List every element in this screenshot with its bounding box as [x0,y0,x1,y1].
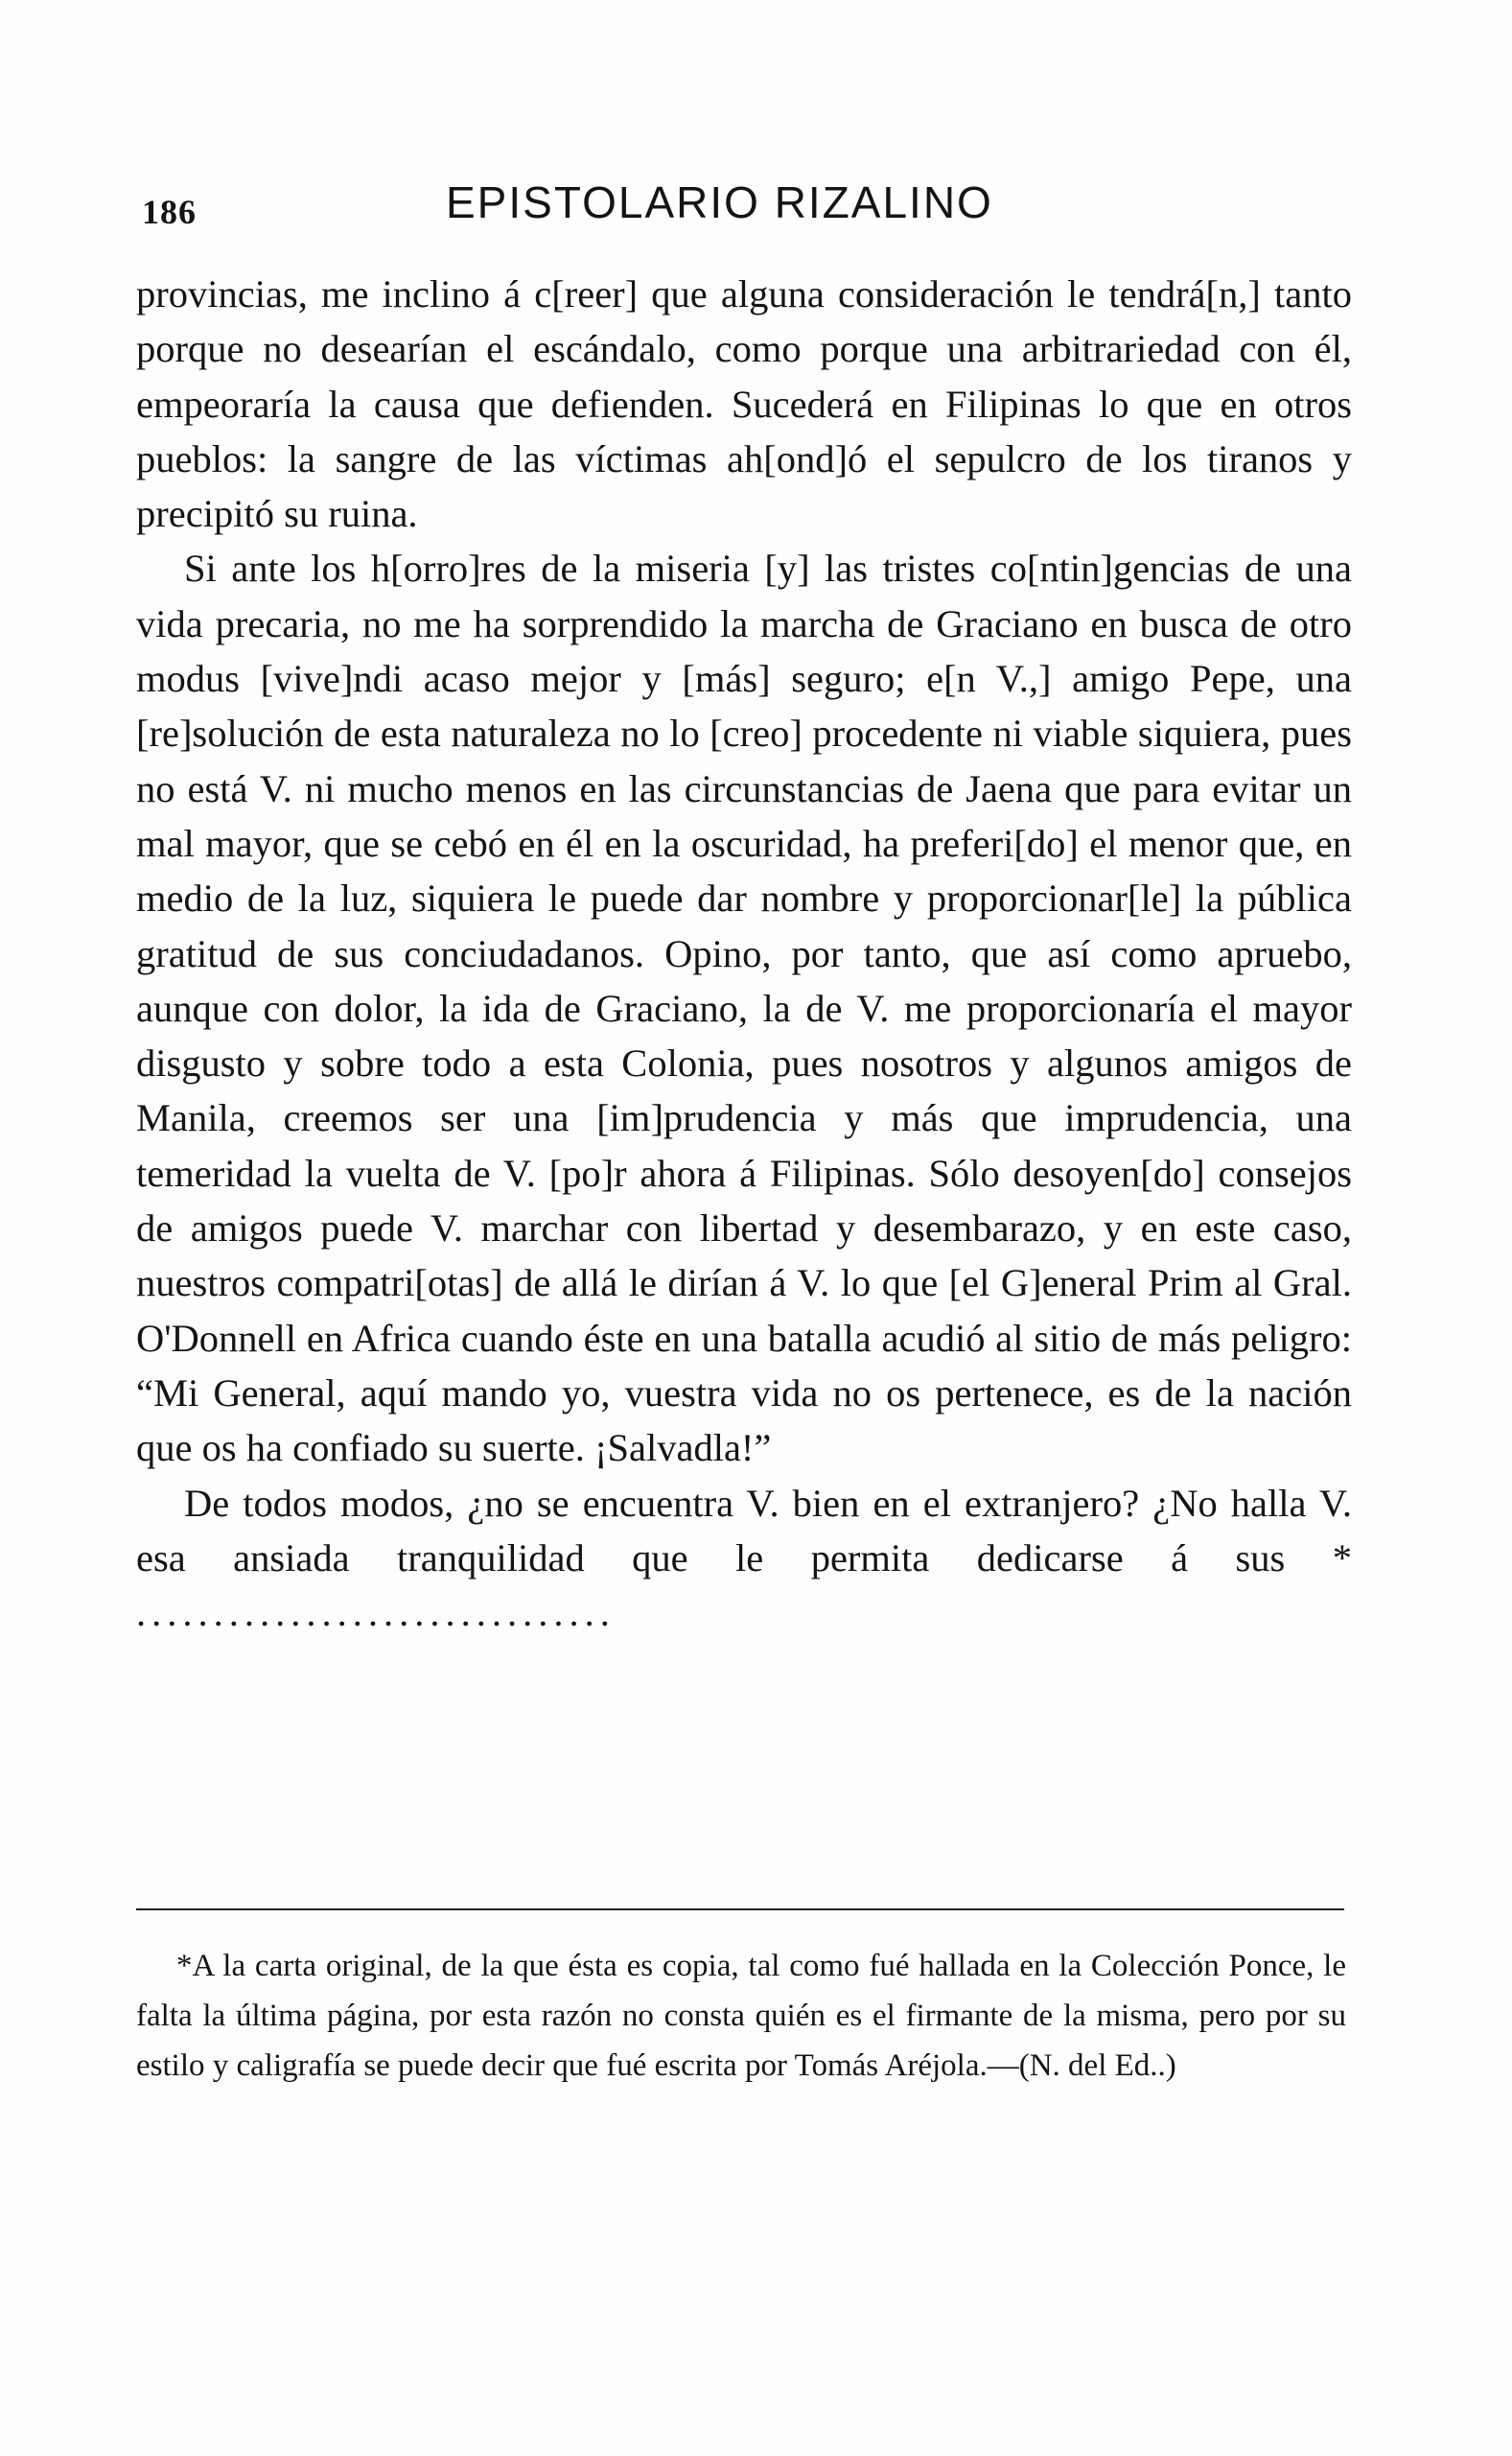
body-text [136,267,1352,1640]
running-title: EPISTOLARIO RIZALINO [446,177,993,227]
paragraph-3 [136,1476,1352,1641]
leader-dots: ............................... [136,1591,616,1635]
paragraph-2: Si ante los h[orro]res de la miseria [y] las tristes co[ntin]gencias de una vida precaria, no me ha sorprendido la marcha de Graciano en busca de otro modus [vive]ndi acaso mejor y [más] seguro; e[n V.,] amigo Pepe, una [re]solución de esta naturaleza no lo [creo] procedente ni viable siquiera, pues no está V. ni mucho menos en las circunstancias de Jaena que para evitar un mal mayor, que se cebó en él en la oscuridad, ha preferi[do] el menor que, en medio de la luz, siquiera le puede dar nombre y proporcionar[le] la pública gratitud de sus conciudadanos. Opino, por tanto, que así como apruebo, aunque con dolor, la ida de Graciano, la de V. me proporcionaría el mayor disgusto y sobre todo a esta Colonia, pues nosotros y algunos amigos de Manila, creemos ser una [im]prudencia y más que imprudencia, una temeridad la vuelta de V. [po]r ahora á Filipinas. Sólo desoyen[do] consejos de amigos puede V. marchar con libertad y desembarazo, y en este caso, nuestros compatri[otas] de allá le dirían á V. lo que [el G]eneral Prim al Gral. O'Donnell en Africa cuando éste en una batalla acudió al sitio de más peligro: “Mi General, aquí mando yo, vuestra vida no os pertenece, es de la nación que os ha confiado su suerte. ¡Salvadla!” [136,547,1352,1470]
page-header [134,173,1361,240]
page-number: 186 [142,193,197,231]
paragraph-1: provincias, me inclino á c[reer] que alguna consideración le tendrá[n,] tanto porque no desearían el escándalo, como porque una arbitrariedad con él, empeoraría la causa que defienden. Sucederá en Filipinas lo que en otros pueblos: la sangre de las víctimas ah[ond]ó el sepulcro de los tiranos y precipitó su ruina. [136,272,1352,536]
paragraph-3-text: De todos modos, ¿no se encuentra V. bien en el extranjero? ¿No halla V. esa ansiada tranquilidad que le permita dedicarse á sus * [136,1481,1352,1579]
footnote-rule [136,1908,1344,1910]
footnote: *A la carta original, de la que ésta es copia, tal como fué hallada en la Colección Ponce, le falta la última página, por esta razón no consta quién es el firmante de la misma, pero por su estilo y caligrafía se puede decir que fué escrita por Tomás Aréjola.—(N. del Ed..) [136,1949,1346,2083]
